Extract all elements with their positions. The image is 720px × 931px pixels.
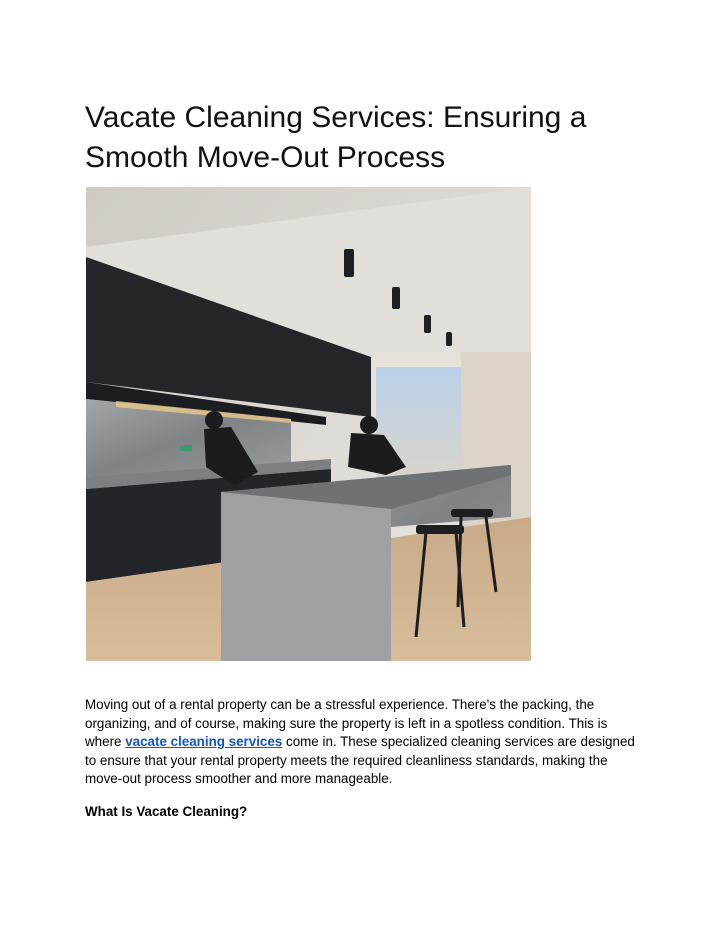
intro-paragraph <box>85 696 645 789</box>
vacate-cleaning-services-link[interactable]: vacate cleaning services <box>125 734 283 750</box>
kitchen-cleaning-photo <box>86 187 531 661</box>
intro-text-after-link: come in. These specialized cleaning services are designed to ensure that your rental property meets the required cleanliness standards, making the move-out process smoother and more manageable. <box>85 734 635 787</box>
section-heading: What Is Vacate Cleaning? <box>85 804 248 819</box>
page-title: Vacate Cleaning Services: Ensuring a Smooth Move-Out Process <box>85 101 587 174</box>
intro-text-before-link: Moving out of a rental property can be a stressful experience. There's the packing, the organizing, and of course, making sure the property is left in a spotless condition. This is where <box>85 697 608 750</box>
